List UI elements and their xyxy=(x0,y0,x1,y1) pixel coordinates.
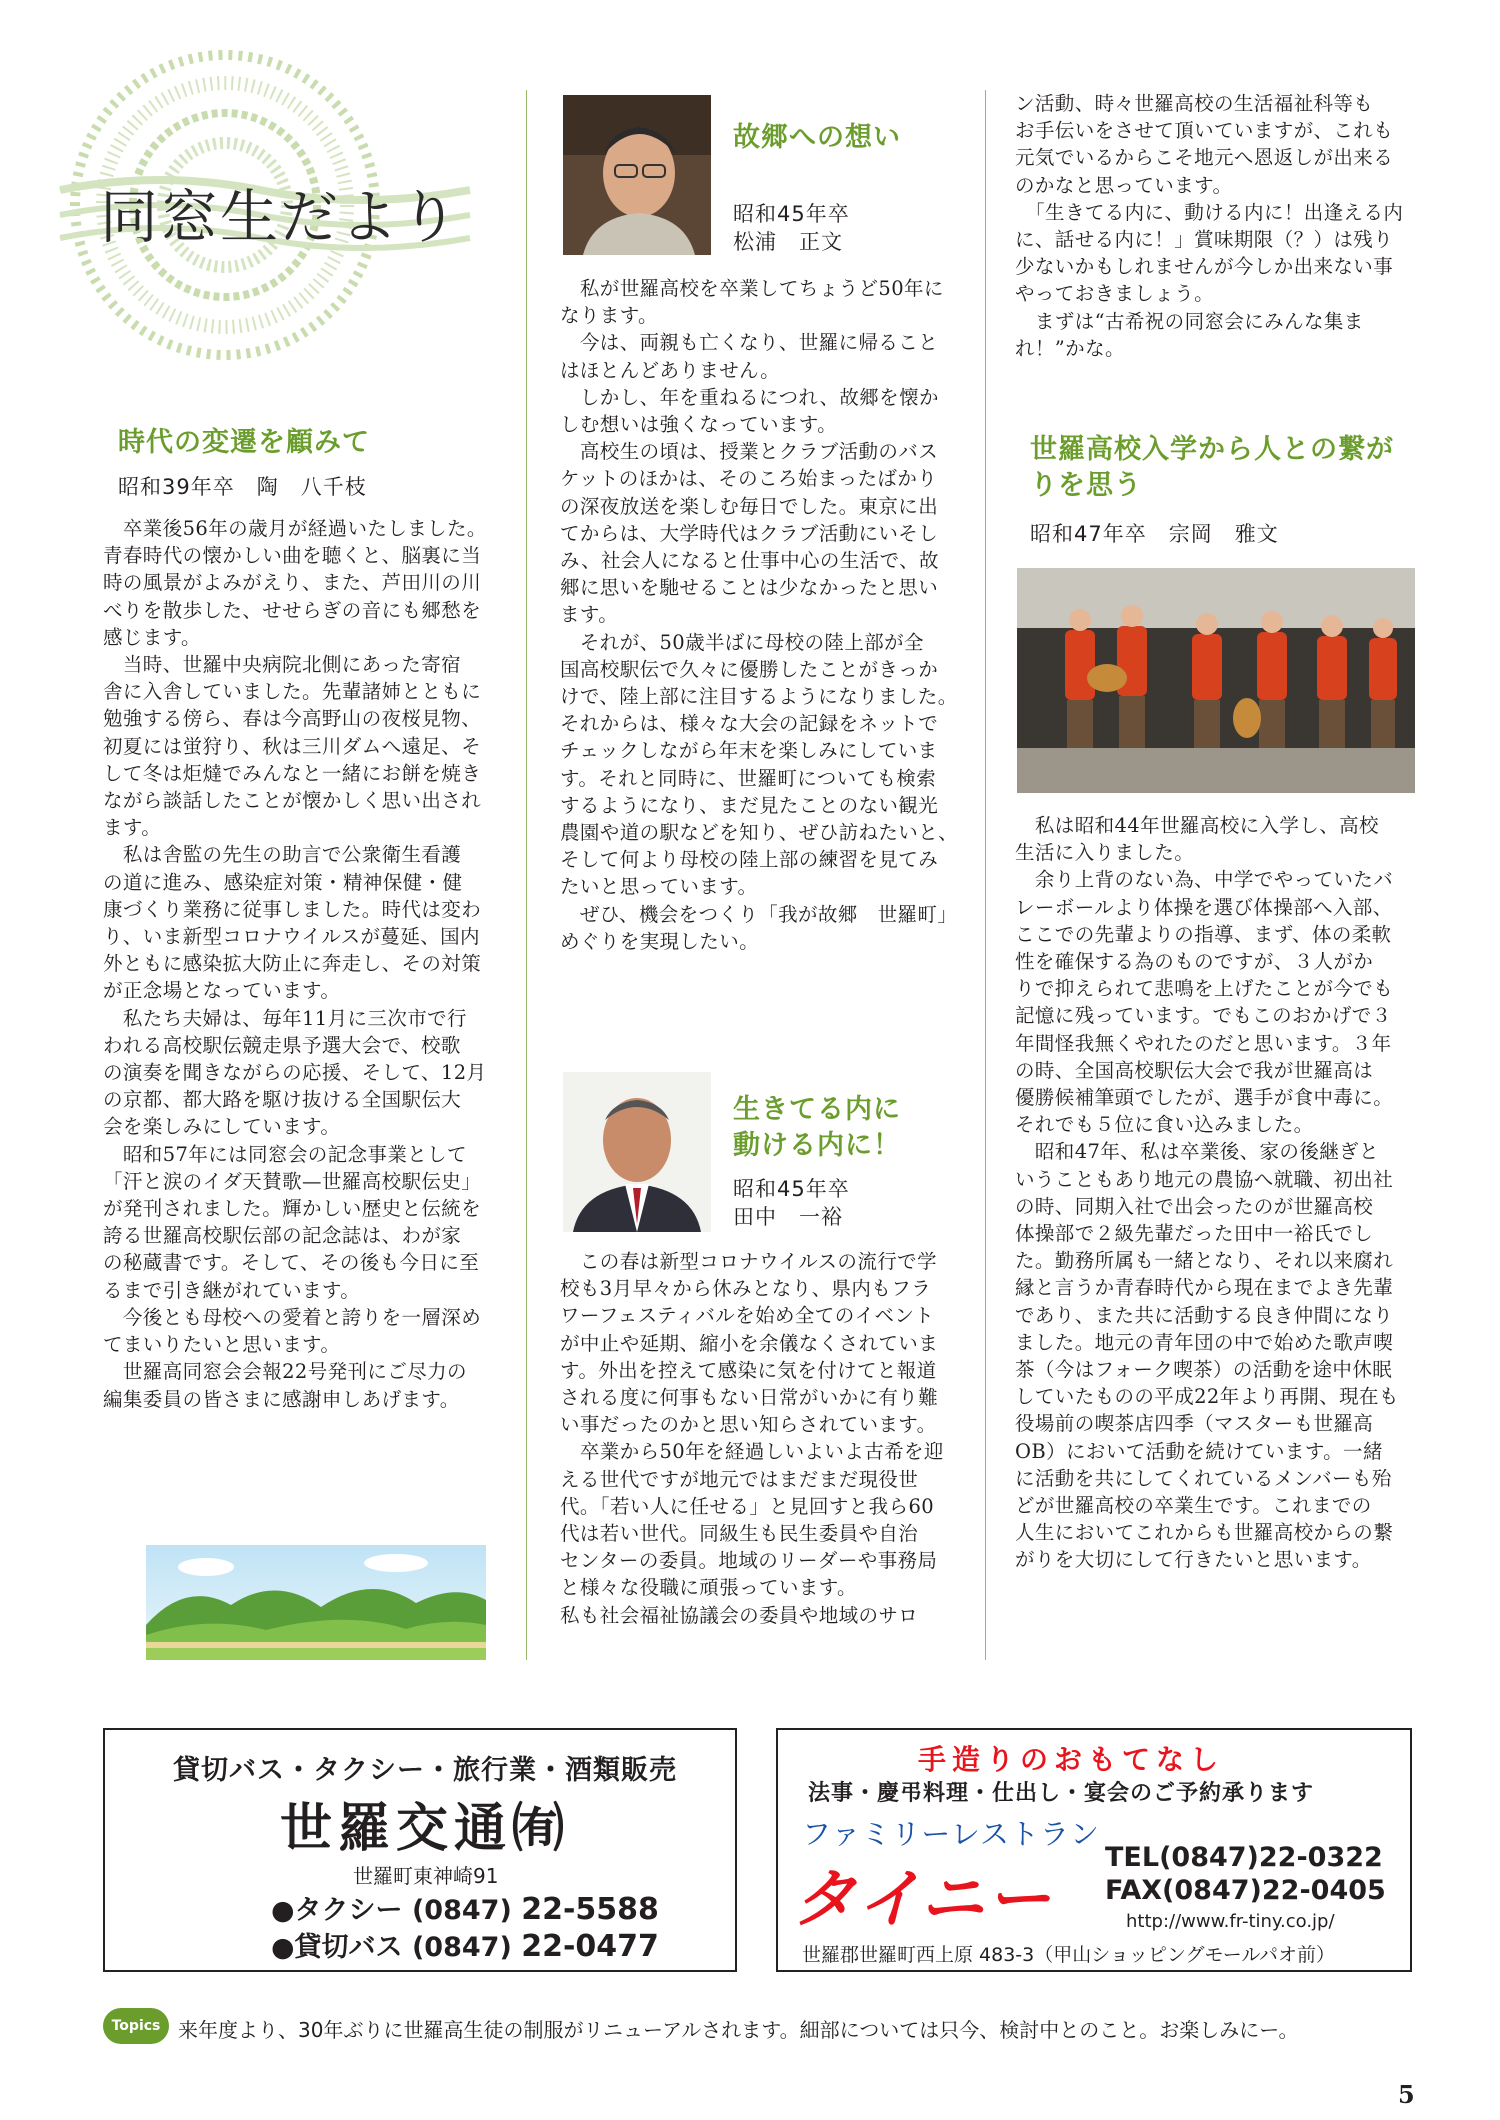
article-byline-4: 昭和47年卒 宗岡 雅文 xyxy=(1030,522,1279,546)
ad-bus-phone-charter-label: ●貸切バス (0847) xyxy=(271,1932,512,1963)
article-title-3: 生きてる内に 動ける内に！ xyxy=(733,1094,901,1161)
ad-restaurant-address: 世羅郡世羅町西上原 483-3（甲山ショッピングモールパオ前） xyxy=(802,1944,1336,1966)
ad-bus-phone-charter xyxy=(271,1925,659,1964)
article-title-2: 故郷への想い xyxy=(733,122,901,153)
ad-bus-phone-taxi-number: 22-5588 xyxy=(521,1892,659,1927)
column-divider-left xyxy=(526,90,527,1660)
portrait-photo-tanaka xyxy=(563,1072,711,1232)
article-byline-3: 昭和45年卒 田中 一裕 xyxy=(733,1177,850,1229)
portrait-photo-matsuura xyxy=(563,95,711,255)
ad-bus-headline: 貸切バス・タクシー・旅行業・酒類販売 xyxy=(173,1755,677,1786)
ad-restaurant-label: ファミリーレストラン xyxy=(802,1817,1100,1851)
ad-restaurant-tel: TEL(0847)22-0322 xyxy=(1105,1842,1383,1873)
article-byline-2: 昭和45年卒 松浦 正文 xyxy=(733,202,850,254)
landscape-illustration xyxy=(146,1545,486,1660)
article-body-4: 私は昭和44年世羅高校に入学し、高校 生活に入りました。 余り上背のない為、中学でやっていたバ レーボールより体操を選び体操部へ入部、 ここでの先輩よりの指導、まず、体の柔軟 性を確保する為のものですが、３人がか りで抑えられて悲鳴を上げたことが今でも 記憶に残っています。でもこのおかげで３ 年間怪我無くやれたのだと思います。３年 の時、全国高校駅伝大会で我が世羅高は 優勝候補筆頭でしたが、選手が食中毒に。 それでも５位に食い込みました。 昭和47年、私は卒業後、家の後継ぎと いうこともあり地元の農協へ就職、初出社 の時、同期入社で出会ったのが世羅高校 体操部で２級先輩だった田中一裕氏でし た。勤務所属も一緒となり、それ以来腐れ 縁と言うか青春時代から現在までよき先輩 であり、また共に活動する良き仲間になり ました。地元の青年団の中で始めた歌声喫 茶（今はフォーク喫茶）の活動を途中休眠 していたものの平成22年より再開、現在も 役場前の喫茶店四季（マスターも世羅高 OB）において活動を続けています。一緒 に活動を共にしてくれているメンバーも殆 どが世羅高校の卒業生です。これまでの 人生においてこれからも世羅高校からの繋 がりを大切にして行きたいと思います。 xyxy=(1015,814,1399,1572)
ad-tiny-restaurant xyxy=(776,1728,1412,1972)
article-body-2: 私が世羅高校を卒業してちょうど50年に なります。 今は、両親も亡くなり、世羅に帰ること はほとんどありません。 しかし、年を重ねるにつれ、故郷を懐か しむ想いは強くなっています。 高校生の頃は、授業とクラブ活動のバス ケットのほかは、そのころ始まったばかり の深夜放送を楽しむ毎日でした。東京に出 てからは、大学時代はクラブ活動にいそし み、社会人になると仕事中心の生活で、故 郷に思いを馳せることは少なかったと思い ます。 それが、50歳半ばに母校の陸上部が全 国高校駅伝で久々に優勝したことがきっか けで、陸上部に注目するようになりました。 それからは、様々な大会の記録をネットで チェックしながら年末を楽しみにしていま す。それと同時に、世羅町についても検索 するようになり、まだ見たことのない観光 農園や道の駅などを知り、ぜひ訪ねたいと、 そして何より母校の陸上部の練習を見てみ たいと思っています。 ぜひ、機会をつくり「我が故郷 世羅町」 めぐりを実現したい。 xyxy=(560,277,959,953)
article-body-3: この春は新型コロナウイルスの流行で学 校も3月早々から休みとなり、県内もフラ ワーフェスティバルを始め全てのイベント が中止や延期、縮小を余儀なくされていま す。外出を控えて感染に気を付けてと報道 される度に何事もない日常がいかに有り難 い事だったのかと思い知らされています。 卒業から50年を経過しいよいよ古希を迎 える世代ですが地元ではまだまだ現役世 代。「若い人に任せる」と見回すと我ら60 代は若い世代。同級生も民生委員や自治 センターの委員。地域のリーダーや事務局 と様々な役職に頑張っています。 私も社会福祉協議会の委員や地域のサロ xyxy=(560,1250,944,1627)
ad-bus-phone-taxi-label: ●タクシー (0847) xyxy=(271,1895,512,1926)
page-number: 5 xyxy=(1398,2080,1415,2109)
ad-restaurant-url[interactable]: http://www.fr-tiny.co.jp/ xyxy=(1126,1911,1335,1932)
ad-bus-company: 世羅交通㈲ xyxy=(279,1799,570,1859)
ad-restaurant-fax: FAX(0847)22-0405 xyxy=(1105,1875,1386,1906)
article-body-1: 卒業後56年の歳月が経過いたしました。 青春時代の懐かしい曲を聴くと、脳裏に当 時の風景がよみがえり、また、芦田川の川 べりを散歩した、せせらぎの音にも郷愁を 感じます。 当時、世羅中央病院北側にあった寄宿 舎に入舎していました。先輩諸姉とともに 勉強する傍ら、春は今高野山の夜桜見物、 初夏には蛍狩り、秋は三川ダムへ遠足、そ して冬は炬燵でみんなと一緒にお餅を焼き ながら談話したことが懐かしく思い出され ます。 私は舎監の先生の助言で公衆衛生看護 の道に進み、感染症対策・精神保健・健 康づくり業務に従事しました。時代は変わ り、いま新型コロナウイルスが蔓延、国内 外ともに感染拡大防止に奔走し、その対策 が正念場となっています。 私たち夫婦は、毎年11月に三次市で行 われる高校駅伝競走県予選大会で、校歌 の演奏を聞きながらの応援、そして、12月 の京都、都大路を駆け抜ける全国駅伝大 会を楽しみにしています。 昭和57年には同窓会の記念事業として 「汗と涙のイダ天賛歌—世羅高校駅伝史」 が発刊されました。輝かしい歴史と伝統を 誇る世羅高校駅伝部の記念誌は、わが家 の秘蔵書です。そして、その後も今日に至 るまで引き継がれています。 今後とも母校への愛着と誇りを一層深め てまいりたいと思います。 世羅高同窓会会報22号発刊にご尽力の 編集委員の皆さまに感謝申しあげます。 xyxy=(103,517,487,1411)
ad-restaurant-tagline: 手造りのおもてなし xyxy=(918,1743,1225,1776)
article-byline-1: 昭和39年卒 陶 八千枝 xyxy=(118,475,367,499)
ad-sera-kotsu xyxy=(103,1728,737,1972)
section-title: 同窓生だより xyxy=(100,183,461,251)
ad-bus-address: 世羅町東神崎91 xyxy=(353,1864,499,1888)
band-performance-photo xyxy=(1017,568,1415,793)
ad-restaurant-services: 法事・慶弔料理・仕出し・宴会のご予約承ります xyxy=(808,1780,1315,1806)
topics-text: 来年度より、30年ぶりに世羅高生徒の制服がリニューアルされます。細部については只今、検討中とのこと。お楽しみにー。 xyxy=(178,2018,1299,2042)
topics-badge: Topics xyxy=(103,2008,169,2044)
ad-restaurant-logo: タイニー xyxy=(792,1863,1053,1937)
ad-bus-phone-taxi xyxy=(271,1888,659,1927)
column-divider-right xyxy=(985,90,986,1660)
article-body-3-continued: ン活動、時々世羅高校の生活福祉科等も お手伝いをさせて頂いていますが、これも 元気でいるからこそ地元へ恩返しが出来る のかなと思っています。 「生きてる内に、動ける内に！出逢える内 に、話せる内に！」賞味期限（？）は残り 少ないかもしれませんが今しか出来ない事 やっておきましょう。 まずは“古希祝の同窓会にみんな集ま れ！”かな。 xyxy=(1015,92,1404,360)
article-title-1: 時代の変遷を顧みて xyxy=(118,427,370,458)
article-title-4: 世羅高校入学から人との繋が りを思う xyxy=(1030,434,1394,501)
ad-bus-phone-charter-number: 22-0477 xyxy=(521,1929,659,1964)
